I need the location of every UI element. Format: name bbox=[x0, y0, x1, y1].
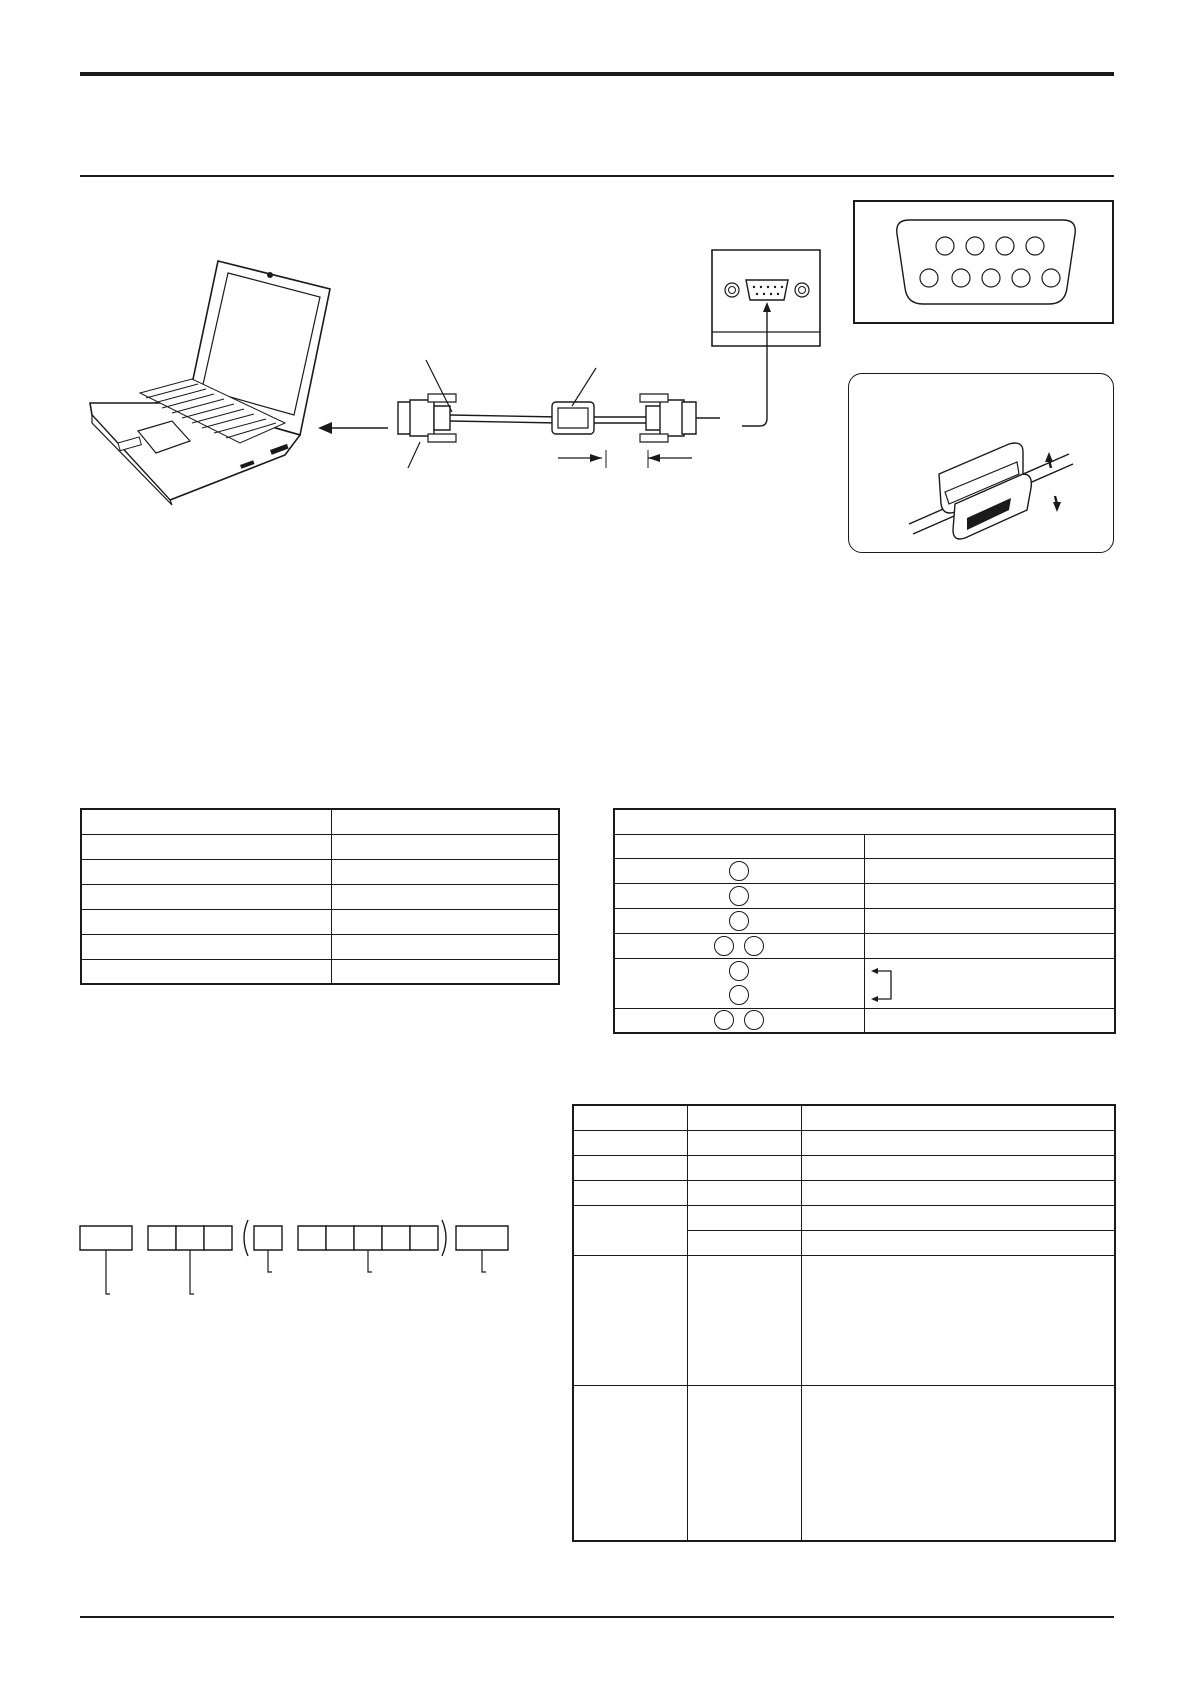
table-cell bbox=[801, 1180, 1115, 1205]
table-header bbox=[614, 809, 1115, 834]
table-cell bbox=[573, 1180, 687, 1205]
serial-cable-illustration bbox=[390, 360, 730, 470]
table-cell bbox=[801, 1385, 1115, 1541]
table-cell bbox=[573, 1130, 687, 1155]
table-cell bbox=[801, 1155, 1115, 1180]
table-cell bbox=[801, 1205, 1115, 1230]
table-subheader bbox=[864, 834, 1115, 858]
pin-cell bbox=[614, 958, 864, 1008]
table-cell bbox=[331, 834, 559, 859]
table-cell bbox=[81, 884, 331, 909]
table-cell bbox=[81, 909, 331, 934]
table-cell bbox=[687, 1255, 801, 1385]
table-cell bbox=[331, 934, 559, 959]
table-cell bbox=[81, 959, 331, 984]
table-cell bbox=[81, 934, 331, 959]
table-cell bbox=[573, 1205, 687, 1255]
table-header bbox=[687, 1105, 801, 1130]
table-cell bbox=[331, 959, 559, 984]
table-cell bbox=[331, 809, 559, 834]
table-cell bbox=[81, 834, 331, 859]
loopback-bracket bbox=[871, 967, 897, 1003]
table-cell bbox=[687, 1180, 801, 1205]
connection-arrow bbox=[318, 418, 390, 438]
top-thick-rule bbox=[80, 72, 1114, 76]
table-cell bbox=[331, 909, 559, 934]
table-cell bbox=[864, 1008, 1115, 1033]
db9-pin-diagram bbox=[891, 218, 1081, 308]
table-cell bbox=[573, 1255, 687, 1385]
laptop-illustration bbox=[80, 255, 340, 505]
pin-cell bbox=[614, 933, 864, 958]
footer-rule bbox=[80, 1616, 1114, 1618]
table-cell bbox=[801, 1130, 1115, 1155]
table-subheader bbox=[614, 834, 864, 858]
table-cell bbox=[331, 884, 559, 909]
table-cell bbox=[81, 809, 331, 834]
table-cell bbox=[864, 933, 1115, 958]
display-terminal-illustration bbox=[712, 250, 822, 430]
pin-layout-panel bbox=[853, 200, 1114, 324]
table-cell bbox=[687, 1385, 801, 1541]
table-cell bbox=[687, 1155, 801, 1180]
table-cell bbox=[331, 859, 559, 884]
pin-assignment-table bbox=[613, 808, 1116, 1034]
heading-rule bbox=[80, 175, 1114, 177]
pin-cell bbox=[614, 883, 864, 908]
table-cell bbox=[801, 1255, 1115, 1385]
command-table bbox=[572, 1104, 1116, 1542]
signal-table bbox=[80, 808, 560, 985]
table-cell bbox=[687, 1205, 801, 1230]
table-header bbox=[801, 1105, 1115, 1130]
command-format-diagram bbox=[78, 1222, 518, 1302]
table-header bbox=[573, 1105, 687, 1130]
table-cell bbox=[687, 1130, 801, 1155]
loopback-cell bbox=[864, 958, 1115, 1008]
ferrite-core-diagram bbox=[899, 434, 1099, 544]
table-cell bbox=[687, 1230, 801, 1255]
ferrite-core-panel bbox=[848, 373, 1114, 553]
table-cell bbox=[573, 1155, 687, 1180]
table-cell bbox=[801, 1230, 1115, 1255]
pin-cell bbox=[614, 1008, 864, 1033]
table-cell bbox=[573, 1385, 687, 1541]
table-cell bbox=[81, 859, 331, 884]
pin-cell bbox=[614, 908, 864, 933]
table-cell bbox=[864, 858, 1115, 883]
pin-cell bbox=[614, 858, 864, 883]
table-cell bbox=[864, 908, 1115, 933]
table-cell bbox=[864, 883, 1115, 908]
